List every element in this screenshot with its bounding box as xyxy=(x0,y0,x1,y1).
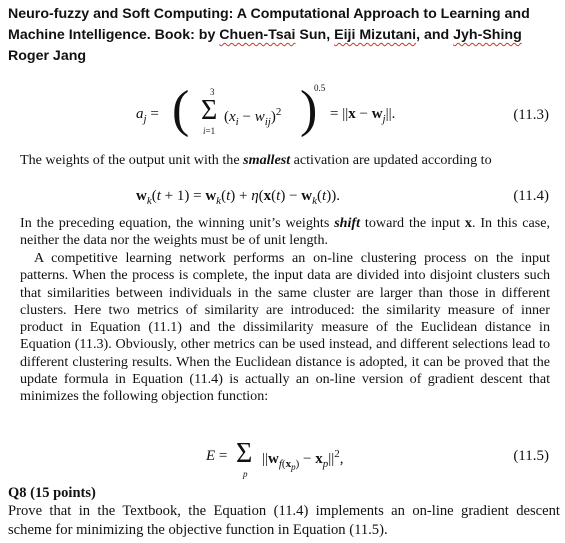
header-line-3: Roger Jang xyxy=(8,48,87,64)
equation-11-5-number: (11.5) xyxy=(513,448,549,464)
equation-11-3 xyxy=(0,81,565,148)
p2-emphasis: shift xyxy=(334,215,361,231)
equation-11-4-number: (11.4) xyxy=(513,188,549,204)
author-2: Eiji Mizutani xyxy=(334,27,417,43)
eq114-body: $w_k(t + 1) = w_k(t) + \eta(x(t) - w_k(t))$. xyxy=(136,188,340,207)
header-line-2 xyxy=(8,25,556,46)
author-3: Jyh-Shing xyxy=(453,27,522,43)
eq113-sum-lower: i=1 xyxy=(203,126,216,136)
p2-vector-x: x xyxy=(464,215,472,231)
question-title: Q8 (15 points) xyxy=(8,485,96,501)
book-citation-header xyxy=(8,4,556,67)
p2-text-c: . In this case, neither the data nor the weights must be of unit length. xyxy=(20,215,550,249)
paragraph-1 xyxy=(20,152,550,169)
eq113-left-paren: ( xyxy=(172,81,190,138)
author-1-suffix: Sun, xyxy=(295,27,335,43)
eq115-term: $||w_{f(x_p)} - x_p||^2$, xyxy=(262,448,344,473)
eq113-lhs: $a_j$ = xyxy=(136,106,159,125)
eq115-sigma: Σ xyxy=(236,438,253,469)
author-2-suffix: , and xyxy=(416,27,454,43)
p1-text-a: The weights of the output unit with the xyxy=(20,152,244,168)
p2-text-b: toward the input xyxy=(360,215,465,231)
p1-emphasis: smallest xyxy=(243,152,291,168)
paragraph-2 xyxy=(20,215,550,250)
p2-text-a: In the preceding equation, the winning unit’s weights xyxy=(20,215,335,231)
eq115-sum-index: p xyxy=(243,469,248,479)
equation-11-3-number: (11.3) xyxy=(513,107,549,123)
header-line-1: Neuro-fuzzy and Soft Computing: A Computational Approach to Learning and xyxy=(8,6,530,22)
eq113-sum-upper: 3 xyxy=(210,87,215,97)
equation-11-5 xyxy=(0,440,565,480)
author-1: Chuen-Tsai xyxy=(219,27,296,43)
question-body: Prove that in the Textbook, the Equation (11.4) implements an on-line gradient descent scheme for minimizing the objective function in Equation (11.5). xyxy=(8,503,560,538)
paragraph-3 xyxy=(20,250,550,406)
p3-text: A competitive learning network performs an on-line clustering process on the input patterns. When the process is complete, the input data are divided into disjoint clusters such that similarities between individuals in the same cluster are larger than those in different clusters. Here two metrics of similarity are introduced: the similarity measure of inner product in Equation (11.1) and the dissimilarity measure of the Euclidean distance in Equation (11.3). Obviously, other metrics can be used instead, and different selections lead to different clustering results. When the Euclidean distance is adopted, it can be proved that the update formula in Equation (11.4) is actually an on-line version of gradient descent that minimizes the following objection function: xyxy=(20,250,550,405)
eq113-rhs: = $||x - w_j||$. xyxy=(330,106,396,125)
eq113-sigma: Σ xyxy=(201,95,218,126)
eq113-right-paren: ) xyxy=(300,81,318,138)
p1-text-b: activation are updated according to xyxy=(290,152,492,168)
header-line-2-prefix: Machine Intelligence. Book: by xyxy=(8,27,220,43)
eq113-term: $(x_i - w_{ij})^2$ xyxy=(224,106,282,128)
eq113-exponent: 0.5 xyxy=(314,83,326,93)
eq115-lhs: E = xyxy=(206,448,228,464)
